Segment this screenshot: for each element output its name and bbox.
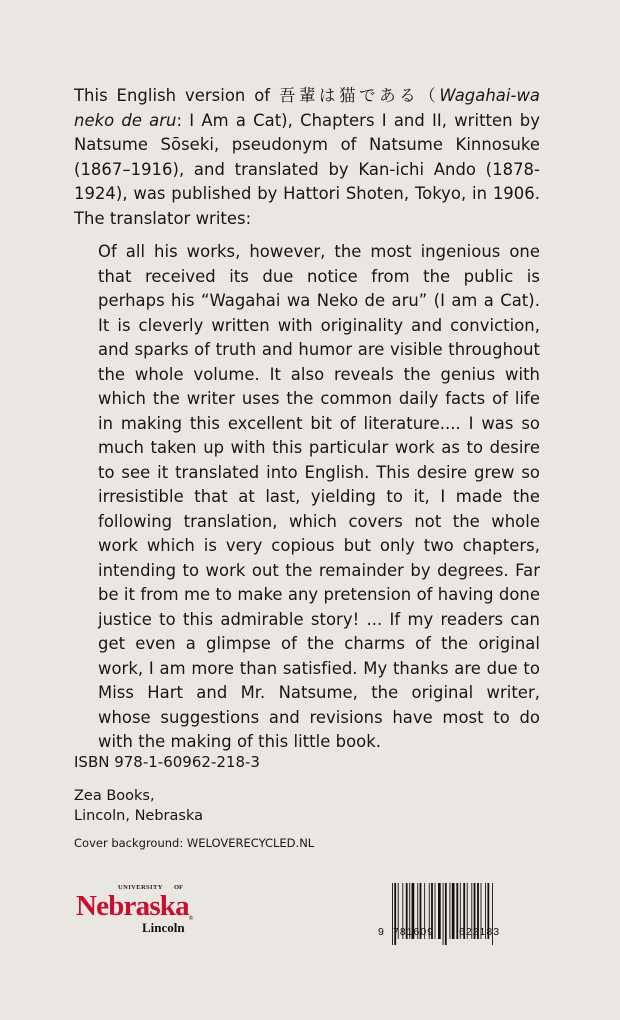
barcode-digit-first: 9	[378, 926, 385, 938]
barcode-bar	[445, 883, 447, 945]
barcode-digits-left: 781609	[393, 926, 435, 938]
logo-nebraska-text: Nebraska	[76, 890, 189, 922]
logo-of-text: OF	[174, 884, 184, 891]
intro-title-romaji: Wagahai-wa neko de aru	[74, 86, 540, 130]
logo-university-text: UNIVERSITY	[118, 884, 163, 891]
publisher-name: Zea Books,	[74, 788, 155, 804]
barcode-bar	[456, 883, 458, 939]
translator-quote: Of all his works, however, the most ingenious one that received its due notice from the public is perhaps his “Wagahai wa Neko de aru” (I am a Cat). It is cleverly written with originality and conviction, and sparks of truth and humor are visible throughout the whole volume. It also reveals the genius with which the writer uses the common daily facts of life in making this excellent bit of literature.... I was so much taken up with this particular work as to desire to see it translated into English. This desire grew so irresistible that at last, yielding to it, I made the following translation, which covers not the whole work which is very copious but only two chapters, intending to work out the remainder by degrees. Far be it from me to make any pretension of having done justice to this admirable story! ... If my readers can get even a glimpse of the charms of the original work, I am more than satisfied. My thanks are due to Miss Hart and Mr. Natsume, the original writer, whose suggestions and revisions have most to do with the making of this little book.	[98, 242, 540, 751]
logo-city-text: Lincoln	[142, 920, 185, 935]
cover-credit: Cover background: WELOVERECYCLED.NL	[74, 836, 315, 850]
publisher-location: Lincoln, Nebraska	[74, 808, 203, 824]
isbn: ISBN 978-1-60962-218-3	[74, 753, 260, 771]
intro-text-a: This English version of 吾輩は猫である（	[74, 86, 440, 105]
barcode-bar	[435, 883, 436, 939]
barcode-digits-right: 622183	[459, 926, 501, 938]
barcode-bar	[438, 883, 441, 939]
publisher-block	[74, 786, 203, 826]
barcode-bar	[450, 883, 451, 939]
university-logo	[74, 884, 204, 944]
intro-text-b: : I Am a Cat), Chapters I and II, written by Natsume Sōseki, pseudonym of Natsume Kinnosuke (1867–1916), and translated by Kan-ichi Ando (1878-1924), was published by Hattori Shoten, Tokyo, in 1906. The translator writes:	[74, 110, 540, 228]
intro-paragraph	[74, 84, 540, 231]
barcode-bar	[443, 883, 444, 945]
logo-registered-mark: ®	[188, 915, 194, 922]
barcode-bar	[452, 883, 455, 939]
isbn-barcode	[378, 874, 520, 954]
